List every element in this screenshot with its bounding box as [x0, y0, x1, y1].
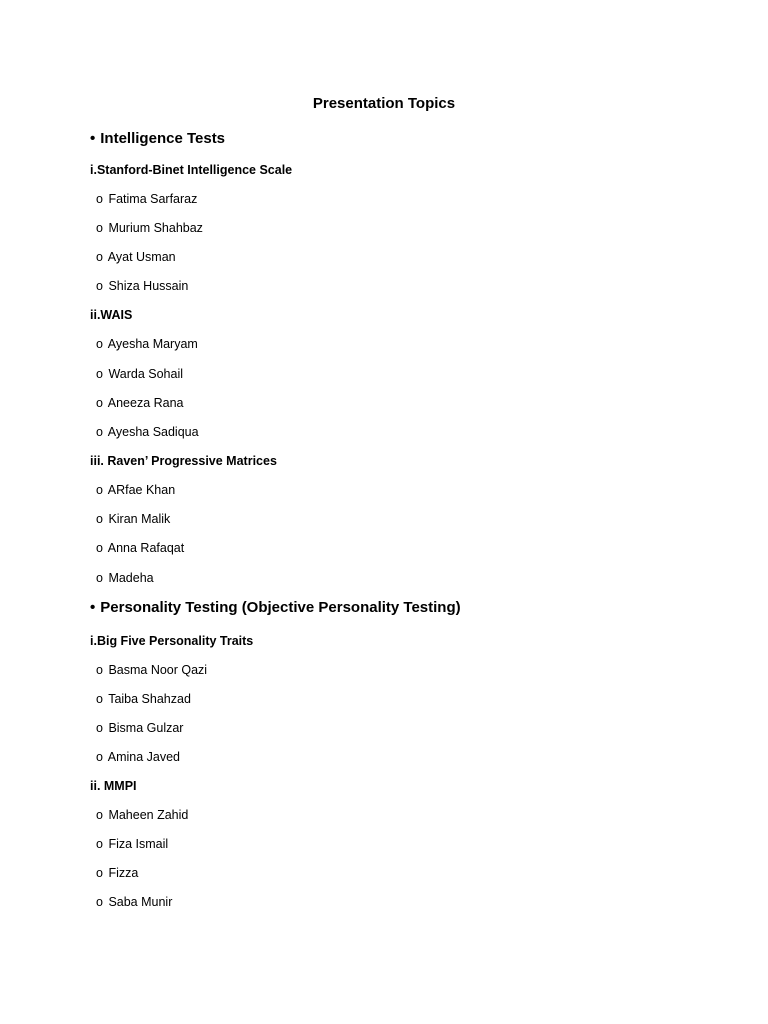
section-heading-intelligence-tests [90, 129, 225, 149]
list-item [96, 749, 180, 765]
member-name: Maheen Zahid [108, 808, 189, 822]
list-item [96, 540, 184, 556]
subtopic-mmpi: ii. MMPI [90, 779, 137, 793]
section-heading-text: Personality Testing (Objective Personality Testing) [100, 599, 461, 616]
subtopic-big-five-personality-traits: i.Big Five Personality Traits [90, 634, 254, 648]
member-name: Ayesha Maryam [107, 337, 198, 351]
list-item [96, 482, 175, 498]
list-marker-icon: o [96, 337, 103, 351]
list-item [96, 220, 203, 236]
list-marker-icon: o [96, 571, 103, 585]
subtopic-ravens-progressive-matrices: iii. Raven’ Progressive Matrices [90, 454, 277, 468]
list-item [96, 720, 183, 736]
list-marker-icon: o [96, 692, 103, 706]
member-name: Aneeza Rana [107, 396, 184, 410]
list-item [96, 662, 207, 678]
list-item [96, 570, 154, 586]
list-item [96, 511, 170, 527]
member-name: Madeha [108, 571, 154, 585]
member-name: Warda Sohail [108, 367, 184, 381]
member-name: Amina Javed [107, 750, 181, 764]
list-marker-icon: o [96, 483, 103, 497]
list-item [96, 691, 191, 707]
list-marker-icon: o [96, 866, 103, 880]
member-name: Anna Rafaqat [107, 541, 185, 555]
list-item [96, 278, 188, 294]
page-title: Presentation Topics [312, 95, 456, 112]
list-marker-icon: o [96, 895, 103, 909]
list-item [96, 395, 184, 411]
list-marker-icon: o [96, 250, 103, 264]
list-marker-icon: o [96, 192, 103, 206]
list-item [96, 191, 197, 207]
list-item [96, 807, 188, 823]
list-marker-icon: o [96, 663, 103, 677]
member-name: Fiza Ismail [108, 837, 169, 851]
list-marker-icon: o [96, 837, 103, 851]
member-name: Bisma Gulzar [108, 721, 184, 735]
list-item [96, 894, 172, 910]
bullet-icon: • [90, 599, 96, 616]
list-marker-icon: o [96, 221, 103, 235]
list-marker-icon: o [96, 425, 103, 439]
subtopic-stanford-binet: i.Stanford-Binet Intelligence Scale [90, 163, 293, 177]
list-marker-icon: o [96, 367, 103, 381]
list-item [96, 836, 168, 852]
member-name: Saba Munir [108, 895, 173, 909]
list-marker-icon: o [96, 396, 103, 410]
list-marker-icon: o [96, 541, 103, 555]
list-marker-icon: o [96, 808, 103, 822]
list-marker-icon: o [96, 721, 103, 735]
subtopic-wais: ii.WAIS [90, 308, 133, 322]
list-item [96, 336, 198, 352]
list-item [96, 424, 199, 440]
list-marker-icon: o [96, 750, 103, 764]
member-name: ARfae Khan [107, 483, 176, 497]
section-heading-text: Intelligence Tests [100, 130, 226, 147]
member-name: Shiza Hussain [108, 279, 189, 293]
member-name: Ayesha Sadiqua [107, 425, 199, 439]
list-marker-icon: o [96, 512, 103, 526]
list-item [96, 366, 183, 382]
member-name: Taiba Shahzad [108, 692, 191, 706]
member-name: Kiran Malik [108, 512, 171, 526]
member-name: Fatima Sarfaraz [108, 192, 198, 206]
section-heading-personality-testing [90, 598, 461, 618]
list-item [96, 865, 138, 881]
member-name: Fizza [108, 866, 139, 880]
member-name: Murium Shahbaz [108, 221, 203, 235]
member-name: Ayat Usman [107, 250, 176, 264]
bullet-icon: • [90, 130, 96, 147]
list-marker-icon: o [96, 279, 103, 293]
list-item [96, 249, 176, 265]
member-name: Basma Noor Qazi [108, 663, 208, 677]
